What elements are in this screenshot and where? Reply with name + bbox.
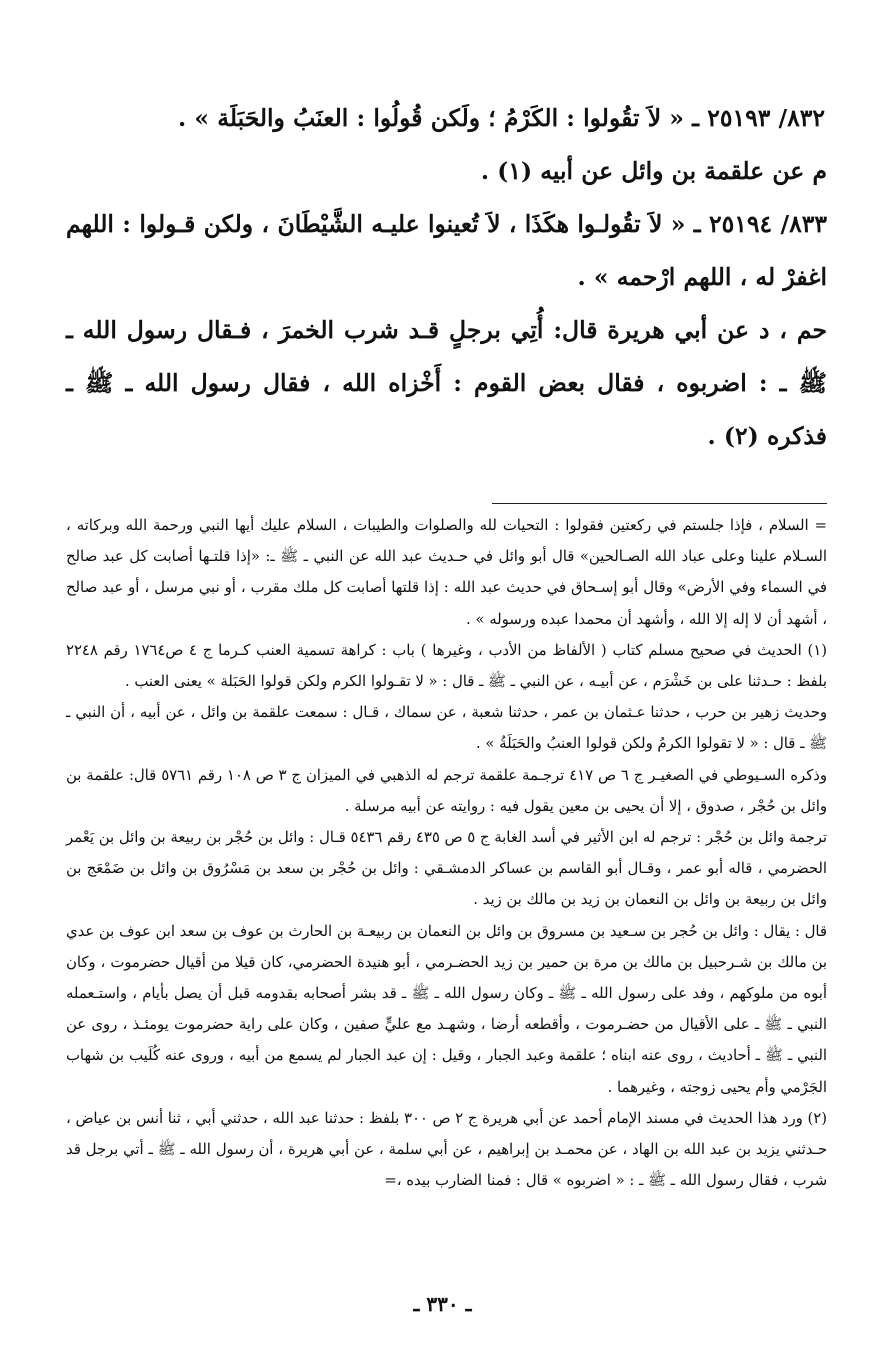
hadith-833-source: حم ، د عن أبي هريرة قال: أُتِي برجلٍ قـد شرب الخمرَ ، فـقال رسول الله ـ ﷺ ـ : اضربوه ، فقال بعض القوم : أَخْزاه الله ، فقال رسول الله ـ ﷺ ـ فذكره (٢) .	[66, 316, 827, 450]
footnote-1-para-5: قال : يقال : وائل بن حُجر بن سـعيد بن مسروق بن وائل بن النعمان بن ربيعـة بن الحارث بن عوف بن سعد ابن عوف بن عدي بن مالك بن شـرحبيل بن مالك بن مرة بن حمير بن زيد الحضـرمي ، أبو هنيدة الحضرمي، كان قيلا من أقيال حضرموت ، وكان أبوه من ملوكهم ، وفد على رسول الله ـ ﷺ ـ وكان رسول الله ـ ﷺ ـ قد بشر أصحابه بقدومه قبل أن يصل بأيام ، واستـعمله النبي ـ ﷺ ـ على الأقيال من حضـرموت ، وأقطعه أرضا ، وشهـد مع عليٍّ صفين ، وكان على راية حضرموت يومئـذ ، روى عن النبي ـ ﷺ ـ أحاديث ، روى عنه ابناه ؛ علقمة وعبد الجبار ، وقيل : إن عبد الجبار لم يسمع من أبيه ، وروى عنه كُلَيب بن شهاب الجَرْمي وأم يحيى زوجته ، وغيرهما .	[66, 922, 827, 1096]
footnote-1-para-3: وذكره السـيوطي في الصغيـر ج ٦ ص ٤١٧ ترجـمة علقمة ترجم له الذهبي في الميزان ج ٣ ص ١٠٨ رقم ٥٧٦١ قال: علقمة بن وائل بن حُجْر ، صدوق ، إلا أن يحيى بن معين يقول فيه : روايته عن أبيه مرسلة .	[66, 766, 828, 815]
footnotes	[66, 510, 827, 1196]
footnote-1: (١) الحديث في صحيح مسلم كتاب ( الألفاظ من الأدب ، وغيرها ) باب : كراهة تسمية العنب كـرما ج ٤ ص١٧٦٤ رقم ٢٢٤٨ بلفظ : حـدثنا على بن خَشْرَم ، عن أبيـه ، عن النبي ـ ﷺ ـ قال : « لا تقـولوا الكرم ولكن قولوا الحَبَلة » يعنى العنب .	[66, 641, 827, 691]
footnote-separator	[492, 503, 827, 504]
main-text	[66, 92, 827, 463]
footnote-2: (٢) ورد هذا الحديث في مسند الإمام أحمد عن أبي هريرة ج ٢ ص ٣٠٠ بلفظ : حدثنا عبد الله ، حدثني أبي ، ثنا أنس بن عياض ، حـدثني يزيد بن عبد الله بن الهاد ، عن محمـد بن إبراهيم ، عن أبي سلمة ، عن أبي هريرة ، أن رسول الله ـ ﷺ ـ أتي برجل قد شرب ، فقال رسول الله ـ ﷺ ـ : « اضربوه » قال : فمنا الضارب بيده ،=	[66, 1109, 827, 1190]
hadith-832: ٨٣٢/ ٢٥١٩٣ ـ « لاَ تقُولوا : الكَرْمُ ؛ ولَكن قُولُوا : العنَبُ والحَبَلَة » .	[178, 104, 825, 132]
page-number: ـ ٣٣٠ ـ	[413, 1292, 472, 1316]
hadith-833: ٨٣٣/ ٢٥١٩٤ ـ « لاَ تقُولـوا هكَذَا ، لاَ تُعينوا عليـه الشَّيْطَانَ ، ولكن قـولوا : اللهم اغفرْ له ، اللهم ارْحمه » .	[66, 210, 827, 291]
footnote-continuation: = السلام ، فإذا جلستم في ركعتين فقولوا : التحيات لله والصلوات والطيبات ، السلام عليك أيها النبي ورحمة الله وبركاته ، السـلام علينا وعلى عباد الله الصـالحين» قال أبو وائل في حـديث عبد الله عن النبي ـ ﷺ ـ: «إذا قلتـها أصابت كل عبد صالح في السماء وفي الأرض» وقال أبو إسـحاق في حديث عبد الله : إذا قلتها أصابت كل ملك مقرب ، أو نبي مرسل ، أو عبد صالح ، أشهد أن لا إله إلا الله ، وأشهد أن محمدا عبده ورسوله » .	[66, 517, 827, 628]
footnote-1-para-4: ترجمة وائل بن حُجْر : ترجم له ابن الأثير في أسد الغابة ج ٥ ص ٤٣٥ رقم ٥٤٣٦ قـال : وائل بن حُجْر بن ربيعة بن وائل بن يَعْمر الحضرمي ، قاله أبو عمر ، وقـال أبو القاسم بن عساكر الدمشـقي : وائل بن حُجْر بن سعد بن مَسْرُوق بن وائل بن ضَمْعَج بن وائل بن ربيعة بن وائل بن النعمان بن زيد بن مالك بن زيد .	[66, 829, 827, 909]
hadith-832-source: م عن علقمة بن وائل عن أبيه (١) .	[480, 157, 827, 185]
footnote-1-para-2: وحديث زهير بن حرب ، حدثنا عـثمان بن عمر ، حدثنا شعبة ، عن سماك ، قـال : سمعت علقمة بن وائل ، عن أبيه ، أن النبي ـ ﷺ ـ قال : « لا تقولوا الكرمُ ولكن قولوا العنبُ والحَبَلَةُ » .	[66, 704, 827, 753]
